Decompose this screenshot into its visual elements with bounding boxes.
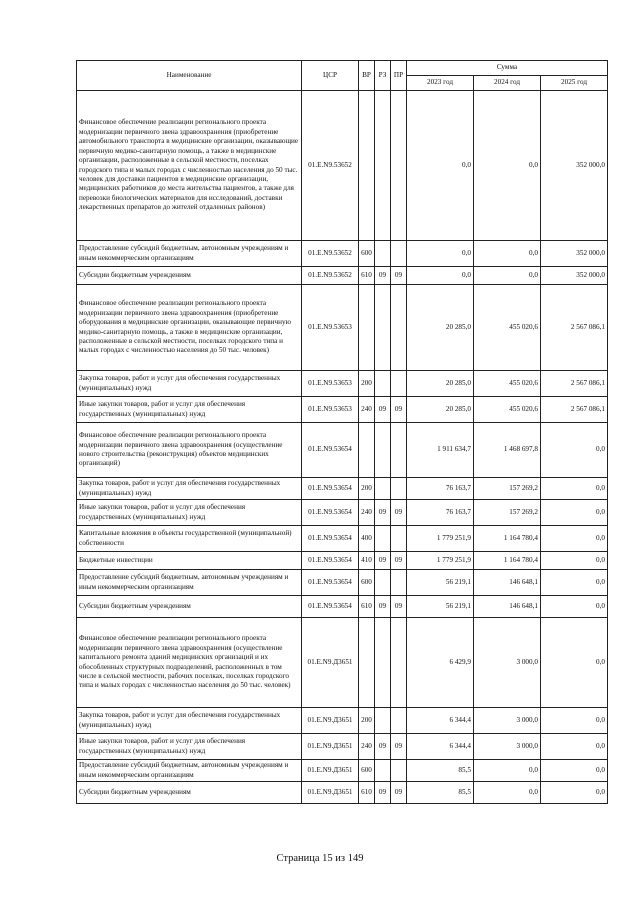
row-pr: 09	[391, 397, 407, 423]
row-sum-2025: 0,0	[541, 478, 608, 500]
page-number: Страница 15 из 149	[276, 853, 364, 864]
row-name: Субсидии бюджетным учреждениям	[77, 596, 302, 618]
row-pr	[391, 241, 407, 267]
row-sum-2023: 56 219,1	[407, 570, 474, 596]
table-row	[77, 91, 608, 241]
row-sum-2023: 20 285,0	[407, 371, 474, 397]
row-vr	[359, 285, 375, 371]
row-csr: 01.Е.N9.Д3651	[302, 708, 359, 734]
row-sum-2023: 20 285,0	[407, 285, 474, 371]
row-vr: 200	[359, 708, 375, 734]
row-rz	[375, 570, 391, 596]
row-pr	[391, 371, 407, 397]
header-year-2025: 2025 год	[541, 76, 608, 91]
row-pr	[391, 91, 407, 241]
row-rz	[375, 760, 391, 782]
row-csr: 01.Е.N9.Д3651	[302, 782, 359, 804]
row-rz	[375, 285, 391, 371]
row-vr: 400	[359, 526, 375, 552]
row-sum-2024: 157 269,2	[474, 500, 541, 526]
row-rz	[375, 478, 391, 500]
row-sum-2024: 0,0	[474, 782, 541, 804]
row-sum-2024: 0,0	[474, 241, 541, 267]
row-pr	[391, 285, 407, 371]
table-row	[77, 570, 608, 596]
row-csr: 01.Е.N9.Д3651	[302, 618, 359, 708]
row-name: Субсидии бюджетным учреждениям	[77, 782, 302, 804]
header-sum: Сумма	[407, 61, 608, 76]
table-row	[77, 708, 608, 734]
row-csr: 01.Е.N9.53653	[302, 397, 359, 423]
row-rz	[375, 91, 391, 241]
row-vr: 410	[359, 552, 375, 570]
table-body	[77, 91, 608, 804]
row-name: Финансовое обеспечение реализации регионального проекта модернизации первичного звена здравоохранения (приобретение оборудования в медицинские организации, оказывающие первичную медико-санитарную помощь, а также в медицинские организации, расположенные в сельской местности, поселках городского типа и малых городах с численностью населения до 50 тыс. человек)	[77, 285, 302, 371]
row-name: Бюджетные инвестиции	[77, 552, 302, 570]
row-sum-2023: 6 344,4	[407, 734, 474, 760]
row-pr	[391, 526, 407, 552]
row-csr: 01.Е.N9.53652	[302, 267, 359, 285]
row-sum-2023: 0,0	[407, 267, 474, 285]
row-rz	[375, 371, 391, 397]
row-sum-2024: 455 020,6	[474, 285, 541, 371]
table-row	[77, 596, 608, 618]
row-csr: 01.Е.N9.53654	[302, 552, 359, 570]
row-sum-2024: 3 000,0	[474, 734, 541, 760]
row-name: Субсидии бюджетным учреждениям	[77, 267, 302, 285]
row-sum-2025: 0,0	[541, 570, 608, 596]
row-vr: 610	[359, 782, 375, 804]
row-sum-2025: 352 000,0	[541, 267, 608, 285]
row-sum-2023: 1 779 251,9	[407, 552, 474, 570]
row-name: Закупка товаров, работ и услуг для обеспечения государственных (муниципальных) нужд	[77, 478, 302, 500]
row-pr	[391, 423, 407, 478]
row-sum-2024: 455 020,6	[474, 397, 541, 423]
table-row	[77, 371, 608, 397]
row-sum-2025: 2 567 086,1	[541, 371, 608, 397]
row-sum-2025: 0,0	[541, 526, 608, 552]
row-sum-2025: 0,0	[541, 618, 608, 708]
row-pr: 09	[391, 552, 407, 570]
row-rz	[375, 618, 391, 708]
row-sum-2025: 0,0	[541, 782, 608, 804]
row-sum-2023: 0,0	[407, 91, 474, 241]
row-sum-2024: 3 000,0	[474, 618, 541, 708]
row-sum-2023: 6 344,4	[407, 708, 474, 734]
row-vr: 240	[359, 397, 375, 423]
row-name: Предоставление субсидий бюджетным, автономным учреждениям и иным некоммерческим организациям	[77, 241, 302, 267]
row-csr: 01.Е.N9.53654	[302, 570, 359, 596]
row-sum-2024: 0,0	[474, 91, 541, 241]
row-sum-2024: 1 164 780,4	[474, 552, 541, 570]
row-pr: 09	[391, 782, 407, 804]
row-sum-2025: 0,0	[541, 552, 608, 570]
row-vr: 240	[359, 734, 375, 760]
row-vr	[359, 618, 375, 708]
table-row	[77, 526, 608, 552]
row-sum-2023: 85,5	[407, 782, 474, 804]
row-rz	[375, 423, 391, 478]
row-rz	[375, 241, 391, 267]
row-sum-2023: 85,5	[407, 760, 474, 782]
row-vr: 610	[359, 267, 375, 285]
row-pr	[391, 570, 407, 596]
row-name: Иные закупки товаров, работ и услуг для обеспечения государственных (муниципальных) нужд	[77, 734, 302, 760]
row-csr: 01.Е.N9.53654	[302, 423, 359, 478]
row-sum-2023: 6 429,9	[407, 618, 474, 708]
row-sum-2024: 157 269,2	[474, 478, 541, 500]
row-sum-2025: 0,0	[541, 500, 608, 526]
row-sum-2023: 76 163,7	[407, 500, 474, 526]
row-csr: 01.Е.N9.53654	[302, 526, 359, 552]
row-sum-2023: 1 911 634,7	[407, 423, 474, 478]
table-row	[77, 500, 608, 526]
row-sum-2025: 0,0	[541, 708, 608, 734]
row-sum-2024: 0,0	[474, 267, 541, 285]
table-row	[77, 760, 608, 782]
header-year-2023: 2023 год	[407, 76, 474, 91]
row-rz	[375, 526, 391, 552]
row-name: Иные закупки товаров, работ и услуг для обеспечения государственных (муниципальных) нужд	[77, 397, 302, 423]
row-sum-2024: 3 000,0	[474, 708, 541, 734]
table-row	[77, 267, 608, 285]
row-name: Закупка товаров, работ и услуг для обеспечения государственных (муниципальных) нужд	[77, 371, 302, 397]
row-name: Финансовое обеспечение реализации регионального проекта модернизации первичного звена здравоохранения (осуществление нового строительства (реконструкция) объектов медицинских организаций)	[77, 423, 302, 478]
row-sum-2025: 0,0	[541, 423, 608, 478]
row-name: Капитальные вложения в объекты государственной (муниципальной) собственности	[77, 526, 302, 552]
row-csr: 01.Е.N9.53652	[302, 241, 359, 267]
table-row	[77, 285, 608, 371]
row-rz: 09	[375, 552, 391, 570]
row-sum-2023: 56 219,1	[407, 596, 474, 618]
row-rz: 09	[375, 267, 391, 285]
row-name: Закупка товаров, работ и услуг для обеспечения государственных (муниципальных) нужд	[77, 708, 302, 734]
row-sum-2024: 146 648,1	[474, 570, 541, 596]
table-row	[77, 734, 608, 760]
row-pr: 09	[391, 267, 407, 285]
table-row	[77, 618, 608, 708]
row-vr: 200	[359, 478, 375, 500]
row-pr	[391, 708, 407, 734]
budget-table	[76, 60, 608, 804]
row-vr	[359, 91, 375, 241]
row-name: Финансовое обеспечение реализации регионального проекта модернизации первичного звена здравоохранения (осуществление капитального ремонта зданий медицинских организаций и их обособленных структурных подразделений, расположенных в том числе в сельской местности, рабочих поселках, поселках городского типа и малых городах с численностью населения до 50 тыс. человек)	[77, 618, 302, 708]
table-row	[77, 423, 608, 478]
row-name: Предоставление субсидий бюджетным, автономным учреждениям и иным некоммерческим организациям	[77, 760, 302, 782]
row-csr: 01.Е.N9.53653	[302, 371, 359, 397]
row-pr	[391, 618, 407, 708]
row-csr: 01.Е.N9.53652	[302, 91, 359, 241]
row-vr: 610	[359, 596, 375, 618]
row-vr: 600	[359, 570, 375, 596]
row-csr: 01.Е.N9.Д3651	[302, 734, 359, 760]
row-rz: 09	[375, 596, 391, 618]
row-rz	[375, 708, 391, 734]
header-vr: ВР	[359, 61, 375, 91]
table-row	[77, 552, 608, 570]
row-sum-2023: 1 779 251,9	[407, 526, 474, 552]
header-csr: ЦСР	[302, 61, 359, 91]
header-rz: РЗ	[375, 61, 391, 91]
row-vr: 600	[359, 241, 375, 267]
header-pr: ПР	[391, 61, 407, 91]
table-row	[77, 478, 608, 500]
row-name: Предоставление субсидий бюджетным, автономным учреждениям и иным некоммерческим организациям	[77, 570, 302, 596]
row-sum-2025: 352 000,0	[541, 91, 608, 241]
row-rz: 09	[375, 397, 391, 423]
row-sum-2025: 0,0	[541, 596, 608, 618]
header-year-2024: 2024 год	[474, 76, 541, 91]
row-csr: 01.Е.N9.53653	[302, 285, 359, 371]
row-vr: 200	[359, 371, 375, 397]
row-sum-2025: 2 567 086,1	[541, 397, 608, 423]
row-sum-2023: 0,0	[407, 241, 474, 267]
row-pr: 09	[391, 734, 407, 760]
row-csr: 01.Е.N9.53654	[302, 500, 359, 526]
row-csr: 01.Е.N9.53654	[302, 596, 359, 618]
row-sum-2024: 146 648,1	[474, 596, 541, 618]
row-sum-2024: 1 468 697,8	[474, 423, 541, 478]
row-sum-2023: 76 163,7	[407, 478, 474, 500]
row-sum-2024: 455 020,6	[474, 371, 541, 397]
table-row	[77, 241, 608, 267]
table-row	[77, 782, 608, 804]
row-pr: 09	[391, 500, 407, 526]
row-csr: 01.Е.N9.53654	[302, 478, 359, 500]
row-sum-2025: 352 000,0	[541, 241, 608, 267]
row-vr: 600	[359, 760, 375, 782]
row-pr	[391, 478, 407, 500]
row-sum-2024: 0,0	[474, 760, 541, 782]
table-row	[77, 397, 608, 423]
row-vr	[359, 423, 375, 478]
row-name: Финансовое обеспечение реализации регионального проекта модернизации первичного звена здравоохранения (приобретение автомобильного транспорта в медицинские организации, оказывающие первичную медико-санитарную помощь, а также в медицинские организации, расположенные в сельской местности, поселках городского типа и малых городах с численностью населения до 50 тыс. человек для доставки пациентов в медицинские организации, медицинских работников до места жительства пациентов, а также для перевозки биологических материалов для исследований, доставки лекарственных препаратов до жителей отдаленных районов)	[77, 91, 302, 241]
row-sum-2023: 20 285,0	[407, 397, 474, 423]
row-rz: 09	[375, 500, 391, 526]
row-rz: 09	[375, 782, 391, 804]
row-pr	[391, 760, 407, 782]
row-csr: 01.Е.N9.Д3651	[302, 760, 359, 782]
row-vr: 240	[359, 500, 375, 526]
row-pr: 09	[391, 596, 407, 618]
header-name: Наименование	[77, 61, 302, 91]
row-sum-2025: 0,0	[541, 760, 608, 782]
row-sum-2025: 2 567 086,1	[541, 285, 608, 371]
row-rz: 09	[375, 734, 391, 760]
row-sum-2025: 0,0	[541, 734, 608, 760]
row-name: Иные закупки товаров, работ и услуг для обеспечения государственных (муниципальных) нужд	[77, 500, 302, 526]
row-sum-2024: 1 164 780,4	[474, 526, 541, 552]
